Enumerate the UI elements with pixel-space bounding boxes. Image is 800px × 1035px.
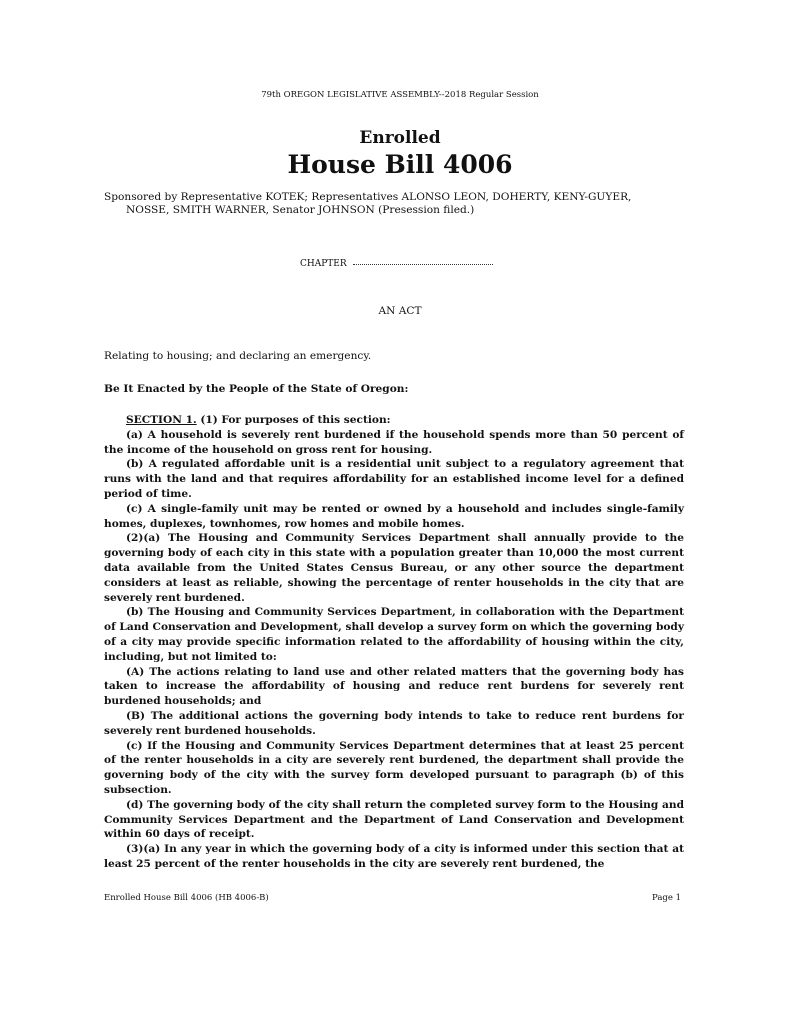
sponsors-block — [104, 191, 704, 217]
section-1-paragraph — [104, 413, 684, 428]
session-header: 79th OREGON LEGISLATIVE ASSEMBLY--2018 Regular Session — [261, 90, 539, 100]
section-heading: SECTION 1. — [126, 414, 197, 426]
subsection-paragraph: (c) A single-family unit may be rented or owned by a household and includes single-family homes, duplexes, townhomes, row homes and mobile homes. — [104, 502, 684, 530]
subsection-paragraph: (b) The Housing and Community Services Department, in collaboration with the Department of Land Conservation and Development, shall develop a survey form on which the governing body of a city may provide specific information related to the affordability of housing within the city, including, but not limited to: — [104, 606, 684, 663]
chapter-line — [300, 259, 493, 269]
bill-title: House Bill 4006 — [287, 150, 513, 179]
chapter-dotted-blank — [353, 264, 493, 265]
enacting-clause: Be It Enacted by the People of the State of Oregon: — [104, 383, 409, 395]
subsection-paragraph: (A) The actions relating to land use and other related matters that the governing body has taken to increase the affordability of housing and reduce rent burdens for severely rent burdened households; and — [104, 665, 684, 708]
an-act-label: AN ACT — [378, 305, 422, 317]
enrolled-label: Enrolled — [359, 128, 441, 148]
subsection-paragraph: (d) The governing body of the city shall return the completed survey form to the Housing and Community Services Department and the Department of Land Conservation and Development within 60 days of receipt. — [104, 798, 684, 841]
subsection-paragraph: (3)(a) In any year in which the governing body of a city is informed under this section that at least 25 percent of the renter households in the city are severely rent burdened, the — [104, 843, 684, 870]
subsection-paragraph: (c) If the Housing and Community Services Department determines that at least 25 percent of the renter households in a city are severely rent burdened, the department shall provide the governing body of the city with the survey form developed pursuant to paragraph (b) of this subsection. — [104, 739, 684, 796]
sponsors-line-1: Sponsored by Representative KOTEK; Representatives ALONSO LEON, DOHERTY, KENY-GUYER, — [104, 191, 632, 203]
section-1-body — [104, 413, 684, 872]
subsection-paragraph: (B) The additional actions the governing body intends to take to reduce rent burdens for severely rent burdened households. — [104, 709, 684, 737]
relating-clause: Relating to housing; and declaring an emergency. — [104, 350, 372, 362]
footer-page-number: Page 1 — [652, 893, 681, 903]
chapter-label: CHAPTER — [300, 259, 347, 269]
section-1-intro: (1) For purposes of this section: — [196, 414, 391, 426]
subsection-paragraph: (a) A household is severely rent burdened if the household spends more than 50 percent of the income of the household on gross rent for housing. — [104, 428, 684, 456]
sponsors-line-2: NOSSE, SMITH WARNER, Senator JOHNSON (Presession filed.) — [126, 204, 475, 216]
subsection-paragraph: (b) A regulated affordable unit is a residential unit subject to a regulatory agreement that runs with the land and that requires affordability for an established income level for a defined period of time. — [104, 458, 684, 500]
subsection-paragraph: (2)(a) The Housing and Community Services Department shall annually provide to the governing body of each city in this state with a population greater than 10,000 the most current data available from the United States Census Bureau, or any other source the department considers at least as reliable, showing the percentage of renter households in the city that are severely rent burdened. — [104, 532, 684, 604]
footer-bill-id: Enrolled House Bill 4006 (HB 4006-B) — [104, 893, 269, 903]
